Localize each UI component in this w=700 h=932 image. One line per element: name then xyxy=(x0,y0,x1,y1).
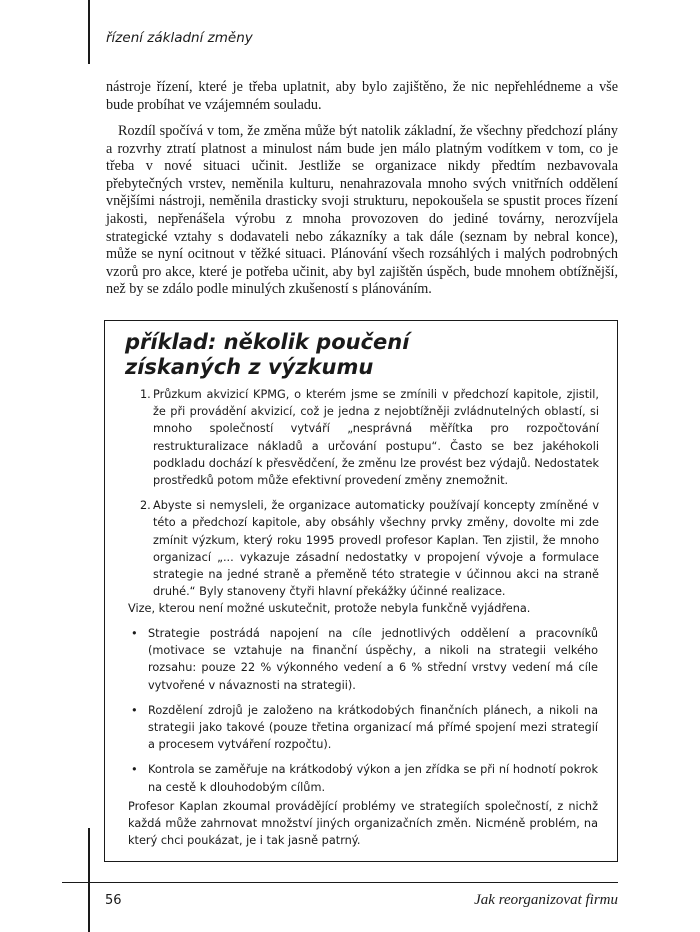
bullet-text: Rozdělení zdrojů je založeno na krátkodobých finančních plánech, a nikoli na strategii jako takové (pouze třetina organizací má přímé spojení mezi strategií a procesem vytváření rozpočtu). xyxy=(148,703,598,752)
example-box-title-line-1: příklad: několik poučení xyxy=(125,330,410,354)
top-margin-rule xyxy=(88,0,90,64)
running-header: řízení základní změny xyxy=(106,30,253,46)
book-title: Jak reorganizovat firmu xyxy=(474,892,618,908)
body-paragraph-2: Rozdíl spočívá v tom, že změna může být natolik základní, že všechny předchozí plány a rozvrhy ztratí platnost a minulost nám bude jen málo platným vodítkem v tom, co je třeba v nové situaci učinit. Jestliže se organizace nikdy předtím nezbavovala přebytečných vrstev, neměnila kulturu, nenahrazovala mnoho svých vnitřních oddělení vnějšími nástroji, neměnila drasticky svoji strukturu, nepokoušela se spustit proces řízení jakosti, nepřenášela výrobu z mnoha provozoven do jediné továrny, nerozvíjela strategické vztahy s dodavateli nebo zákazníky a tak dále (seznam by nebral konce), může se nyní ocitnout v těžké situaci. Plánování všech rozsáhlých i malých podrobných vzorů pro akce, které je potřeba učinit, aby byl zajištěn úspěch, bude mnohem obtížnější, než by se zdálo podle minulých zkušeností s plánováním. xyxy=(106,123,618,298)
numbered-item xyxy=(135,497,599,600)
example-box-title xyxy=(125,330,409,380)
bullet-text: Strategie postrádá napojení na cíle jednotlivých oddělení a pracovníků (motivace se vztahuje na finanční úspěchy, a nikoli na strategii velkého rozsahu: pouze 22 % výkonného vedení a 6 % střední vrstvy vedení má cíle vytvořené v návaznosti na strategii). xyxy=(148,627,598,692)
bullet-item xyxy=(128,702,598,754)
vision-statement: Vize, kterou není možné uskutečnit, protože nebyla funkčně vyjádřena. xyxy=(128,602,531,615)
body-paragraph-1: nástroje řízení, které je třeba uplatnit, aby bylo zajištěno, že nic nepřehlédneme a vše bude probíhat ve vzájemném souladu. xyxy=(106,79,618,113)
bullet-icon: • xyxy=(131,703,138,717)
footer-rule xyxy=(62,882,618,883)
bullet-item xyxy=(128,625,598,694)
page-number: 56 xyxy=(105,893,122,908)
numbered-item xyxy=(135,386,599,489)
item-number: 1. xyxy=(140,388,151,401)
bullet-icon: • xyxy=(131,763,138,777)
closing-paragraph: Profesor Kaplan zkoumal provádějící problémy ve strategiích společností, z nichž každá může zahrnovat množství jiných organizačních změn. Nicméně problém, na který chci poukázat, je i tak jasně patrný. xyxy=(128,800,598,848)
item-text: Průzkum akvizicí KPMG, o kterém jsme se zmínili v předchozí kapitole, zjistil, že při provádění akvizicí, což je jedna z nejobtížněji zvládnutelných oblastí, si mnoho společností vytváří „nesprávná měřítka pro rozpočtování restrukturalizace nákladů a určování postupu“. Často se bez jakéhokoli podkladu dochází k přesvědčení, že změnu lze provést bez výdajů. Nedostatek prostředků potom může efektivní provedení změny znemožnit. xyxy=(153,388,599,488)
bullet-icon: • xyxy=(131,627,138,640)
bullet-item xyxy=(128,761,598,795)
example-box-title-line-2: získaných z výzkumu xyxy=(125,355,374,379)
bottom-margin-rule-vertical xyxy=(88,828,90,932)
item-number: 2. xyxy=(140,499,151,513)
numbered-findings-list xyxy=(135,386,599,608)
bullet-text: Kontrola se zaměřuje na krátkodobý výkon a jen zřídka se při ní hodnotí pokrok na cestě k dlouhodobým cílům. xyxy=(148,763,598,794)
item-text: Abyste si nemysleli, že organizace automaticky používají koncepty zmíněné v této a předchozí kapitole, aby obsáhly všechny prvky změny, dovolte mi zde zmínit výzkum, který roku 1995 provedl profesor Kaplan. Ten zjistil, že mnoho organizací „... vykazuje zásadní nedostatky v propojení vývoje a formulace strategie na jedné straně a přeměně této strategie v účinnou akci na straně druhé.“ Byly stanoveny čtyři hlavní překážky účinné realizace. xyxy=(153,499,599,599)
obstacles-bullet-list xyxy=(128,625,598,804)
